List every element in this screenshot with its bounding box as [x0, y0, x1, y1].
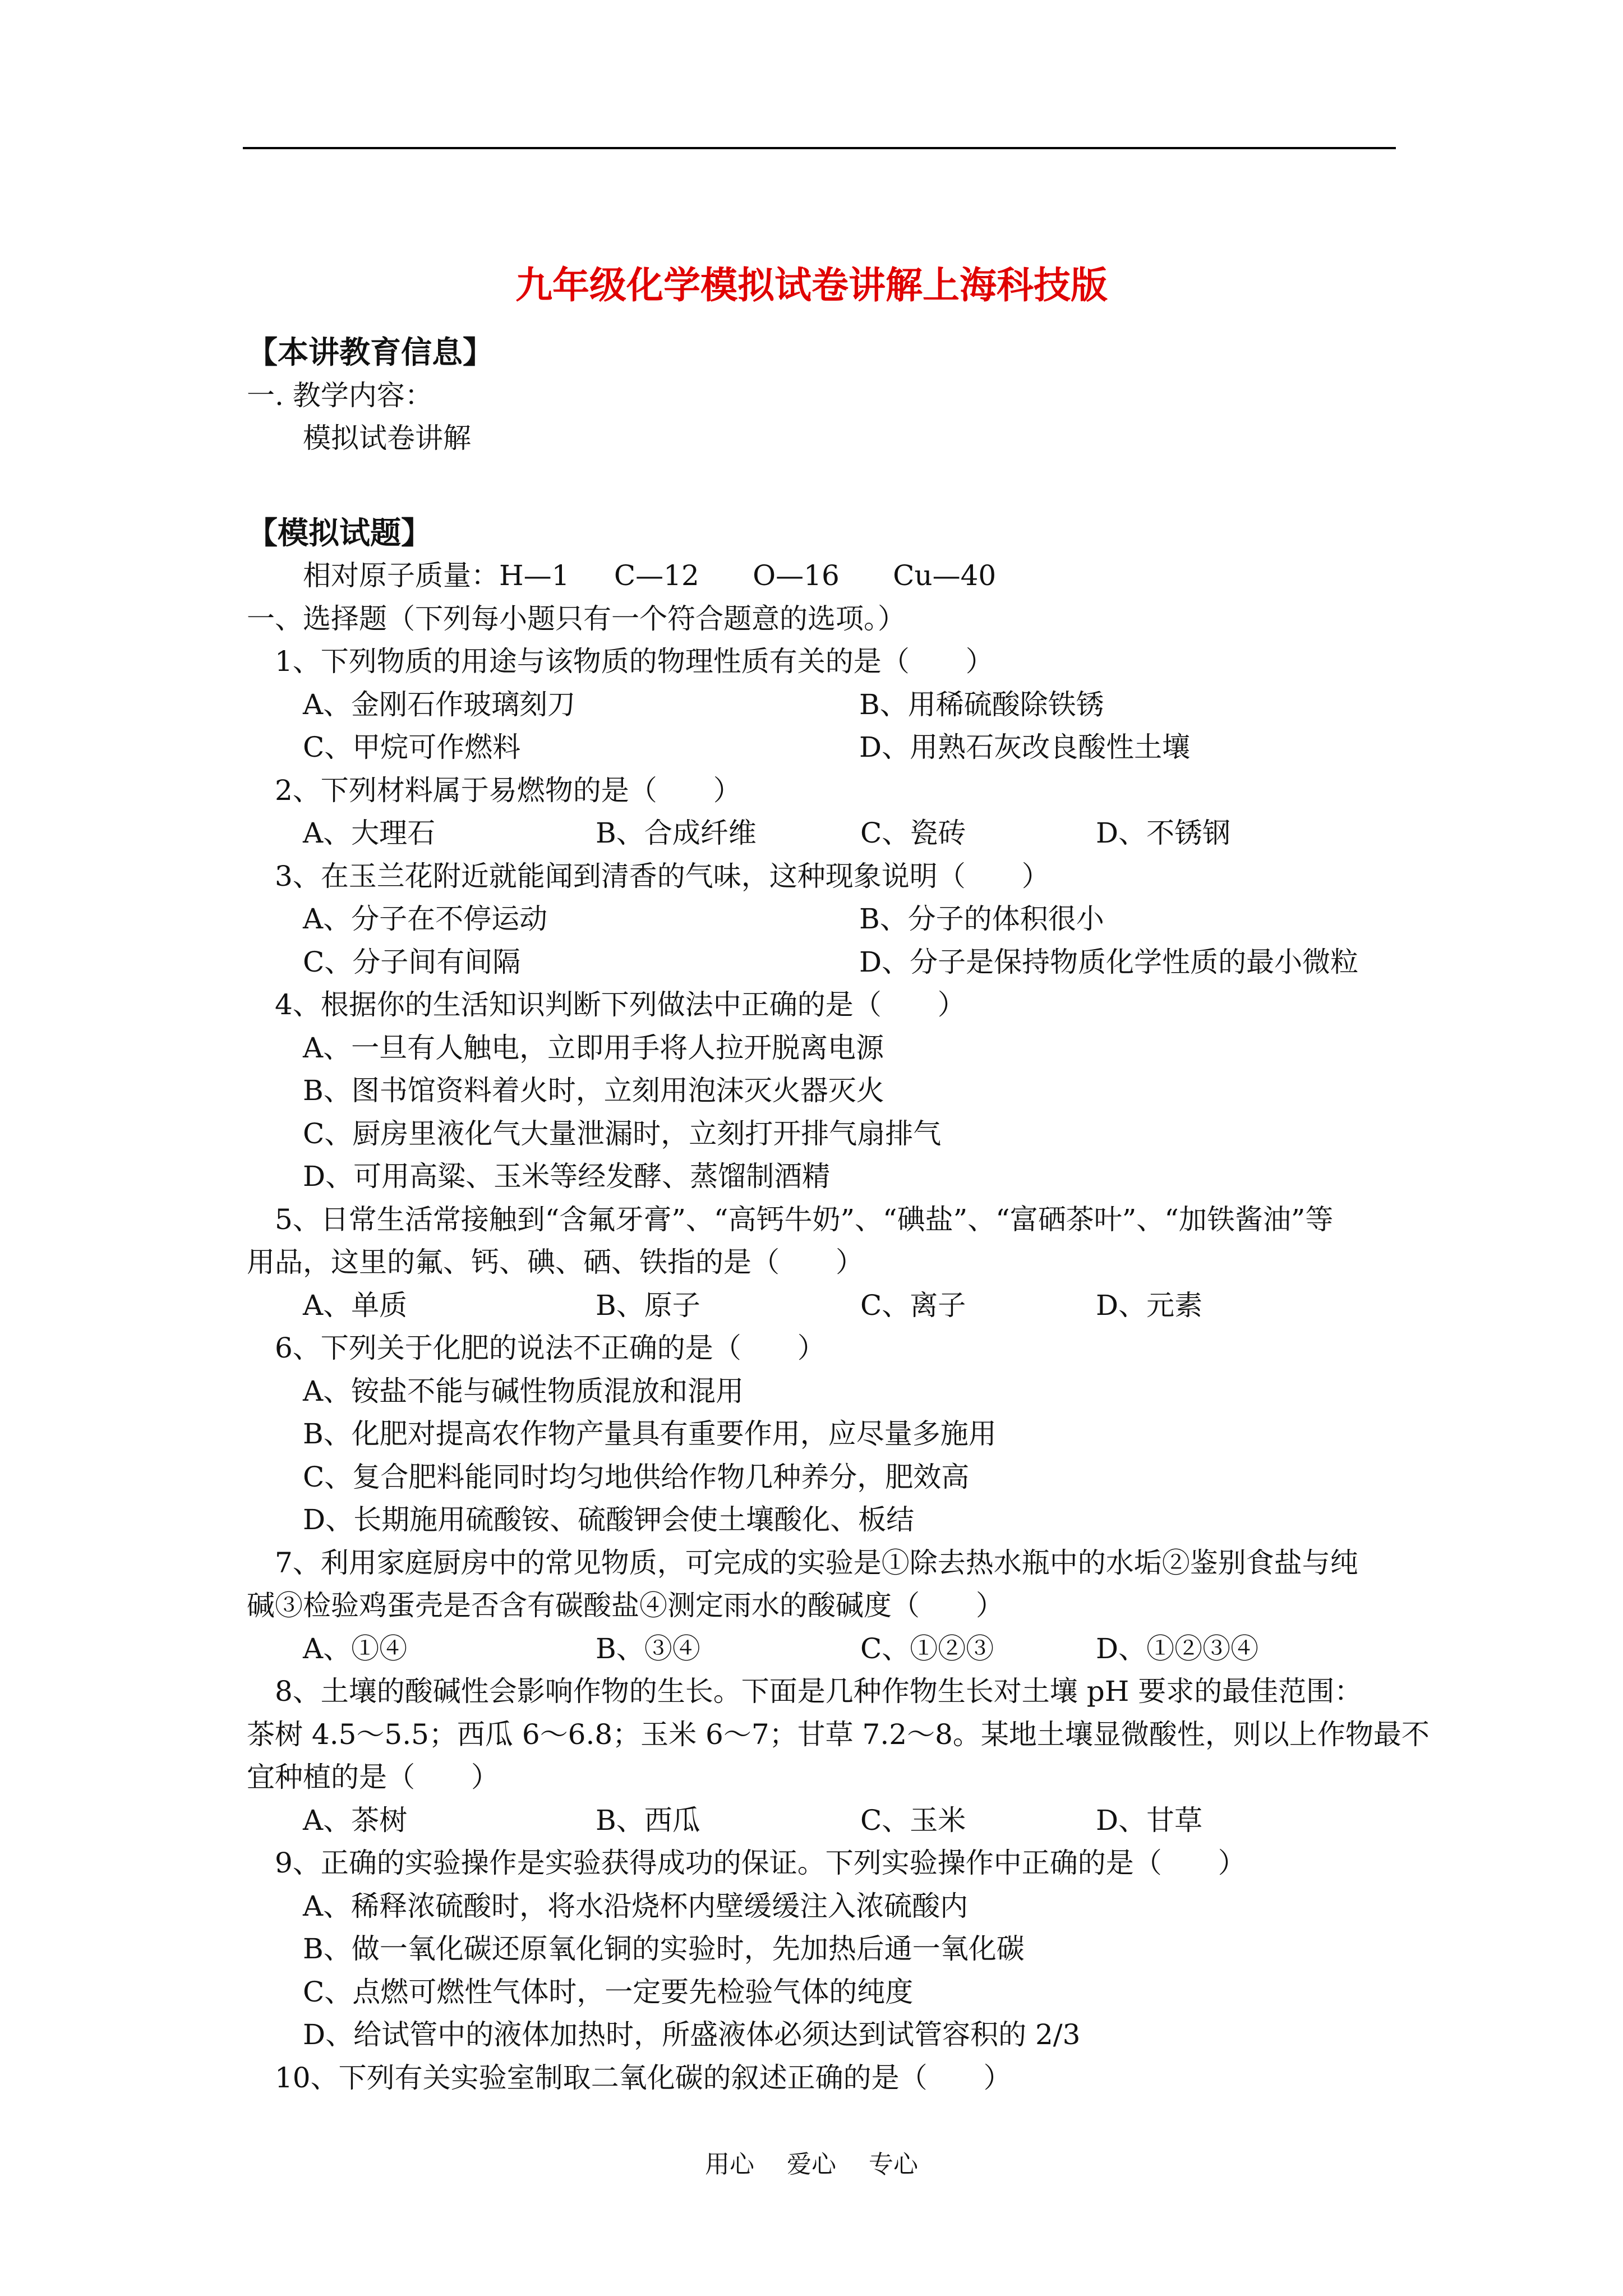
- q5-option-a: A、单质: [303, 1289, 408, 1322]
- q4-option-d: D、可用高粱、玉米等经发酵、蒸馏制酒精: [303, 1160, 831, 1193]
- atomic-mass-h: 相对原子质量：H—1: [303, 559, 570, 592]
- question-7-line-2: 碱③检验鸡蛋壳是否含有碳酸盐④测定雨水的酸碱度（ ）: [247, 1589, 1004, 1622]
- info-heading: 【本讲教育信息】: [247, 334, 494, 370]
- question-5-line-2: 用品，这里的氟、钙、碘、硒、铁指的是（ ）: [247, 1246, 864, 1278]
- question-10: 10、下列有关实验室制取二氧化碳的叙述正确的是（ ）: [275, 2061, 1012, 2094]
- q8-option-b: B、西瓜: [596, 1803, 700, 1837]
- q9-option-b: B、做一氧化碳还原氧化铜的实验时，先加热后通一氧化碳: [303, 1932, 1025, 1965]
- footer-text-2: 爱心: [787, 2150, 836, 2179]
- q4-option-a: A、一旦有人触电，立即用手将人拉开脱离电源: [303, 1031, 884, 1064]
- q1-options-ab: [247, 683, 1402, 726]
- q8-options: [247, 1799, 1402, 1842]
- sim-heading: 【模拟试题】: [247, 514, 432, 551]
- page-title: 九年级化学模拟试卷讲解上海科技版: [515, 263, 1108, 307]
- q7-option-a: A、①④: [303, 1632, 408, 1665]
- q6-option-d: D、长期施用硫酸铵、硫酸钾会使土壤酸化、板结: [303, 1503, 915, 1536]
- q2-option-c: C、瓷砖: [860, 817, 966, 849]
- q3-options-cd: [247, 941, 1402, 984]
- atomic-mass-cu: Cu—40: [893, 559, 997, 592]
- q5-option-d: D、元素: [1096, 1289, 1203, 1322]
- question-1: 1、下列物质的用途与该物质的物理性质有关的是（ ）: [275, 645, 994, 678]
- question-3: 3、在玉兰花附近就能闻到清香的气味，这种现象说明（ ）: [275, 859, 1050, 892]
- q6-option-b: B、化肥对提高农作物产量具有重要作用，应尽量多施用: [303, 1418, 997, 1450]
- footer-text-1: 用心: [705, 2150, 754, 2179]
- question-9: 9、正确的实验操作是实验获得成功的保证。下列实验操作中正确的是（ ）: [275, 1847, 1246, 1879]
- question-8-line-1: 8、土壤的酸碱性会影响作物的生长。下面是几种作物生长对土壤 pH 要求的最佳范围：: [275, 1675, 1363, 1708]
- q1-option-a: A、金刚石作玻璃刻刀: [303, 688, 576, 721]
- question-6: 6、下列关于化肥的说法不正确的是（ ）: [275, 1332, 826, 1364]
- q8-option-a: A、茶树: [303, 1803, 408, 1837]
- q3-option-c: C、分子间有间隔: [303, 945, 521, 978]
- q3-option-a: A、分子在不停运动: [303, 903, 548, 935]
- question-4: 4、根据你的生活知识判断下列做法中正确的是（ ）: [275, 988, 966, 1021]
- q9-option-a: A、稀释浓硫酸时，将水沿烧杯内壁缓缓注入浓硫酸内: [303, 1889, 969, 1922]
- q2-option-b: B、合成纤维: [596, 817, 757, 849]
- q5-option-b: B、原子: [596, 1289, 700, 1322]
- q3-options-ab: [247, 898, 1402, 941]
- q1-option-d: D、用熟石灰改良酸性土壤: [859, 731, 1191, 763]
- q1-option-c: C、甲烷可作燃料: [303, 731, 521, 763]
- section-1-heading: 一、选择题（下列每小题只有一个符合题意的选项。）: [247, 602, 906, 635]
- atomic-mass-c: C—12: [614, 559, 699, 592]
- q4-option-b: B、图书馆资料着火时，立刻用泡沫灭火器灭火: [303, 1074, 884, 1107]
- q2-option-d: D、不锈钢: [1096, 817, 1231, 849]
- q3-option-d: D、分子是保持物质化学性质的最小微粒: [859, 945, 1359, 978]
- q8-option-c: C、玉米: [860, 1803, 966, 1837]
- q8-option-d: D、甘草: [1096, 1803, 1203, 1837]
- question-5-line-1: 5、日常生活常接触到“含氟牙膏”、“高钙牛奶”、“碘盐”、“富硒茶叶”、“加铁酱油”等: [275, 1203, 1334, 1236]
- header-rule: [243, 147, 1396, 149]
- q7-option-b: B、③④: [596, 1632, 700, 1665]
- footer-text-3: 专心: [869, 2150, 918, 2179]
- q1-options-cd: [247, 726, 1402, 769]
- teaching-content: 模拟试卷讲解: [303, 422, 471, 454]
- q3-option-b: B、分子的体积很小: [859, 903, 1104, 935]
- question-2: 2、下列材料属于易燃物的是（ ）: [275, 774, 741, 807]
- q9-option-d: D、给试管中的液体加热时，所盛液体必须达到试管容积的 2/3: [303, 2018, 1081, 2051]
- q7-options: [247, 1627, 1402, 1671]
- question-7-line-1: 7、利用家庭厨房中的常见物质，可完成的实验是①除去热水瓶中的水垢②鉴别食盐与纯: [275, 1546, 1358, 1579]
- question-8-line-3: 宜种植的是（ ）: [247, 1761, 499, 1793]
- atomic-masses: [247, 554, 1402, 597]
- q6-option-c: C、复合肥料能同时均匀地供给作物几种养分，肥效高: [303, 1460, 970, 1493]
- q9-option-c: C、点燃可燃性气体时，一定要先检验气体的纯度: [303, 1975, 914, 2008]
- q2-options: [247, 812, 1402, 855]
- question-8-line-2: 茶树 4.5～5.5；西瓜 6～6.8；玉米 6～7；甘草 7.2～8。某地土壤显微酸性，则以上作物最不: [247, 1718, 1430, 1751]
- q6-option-a: A、铵盐不能与碱性物质混放和混用: [303, 1374, 744, 1407]
- teaching-content-label: 一. 教学内容：: [247, 379, 433, 412]
- q4-option-c: C、厨房里液化气大量泄漏时，立刻打开排气扇排气: [303, 1117, 942, 1150]
- q7-option-d: D、①②③④: [1096, 1632, 1259, 1665]
- q5-option-c: C、离子: [860, 1289, 966, 1322]
- q7-option-c: C、①②③: [860, 1632, 994, 1665]
- document-body: [247, 331, 1430, 2099]
- page-footer: [0, 2144, 1623, 2180]
- q2-option-a: A、大理石: [303, 817, 436, 849]
- q1-option-b: B、用稀硫酸除铁锈: [859, 688, 1104, 721]
- q5-options: [247, 1284, 1402, 1327]
- atomic-mass-o: O—16: [753, 559, 840, 592]
